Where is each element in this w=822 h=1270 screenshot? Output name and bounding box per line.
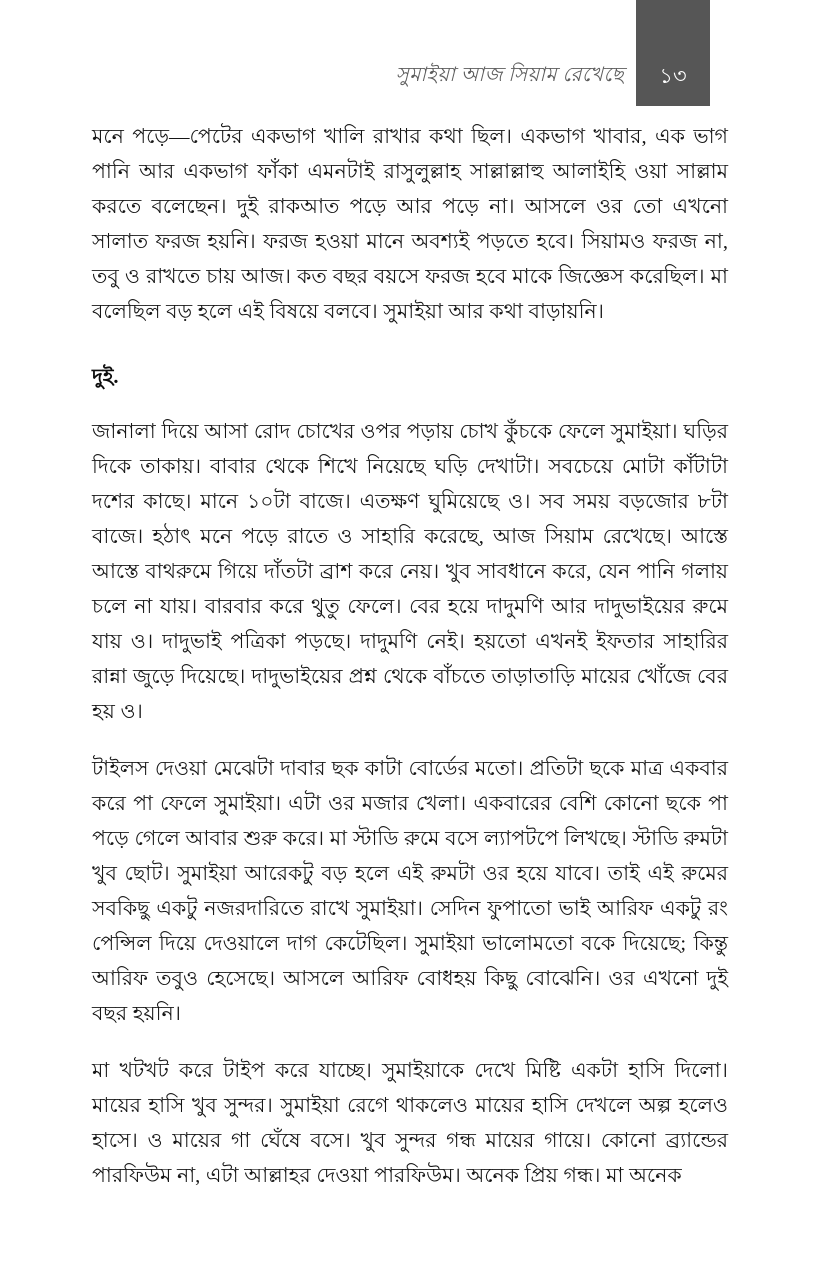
paragraph-4: মা খটখট করে টাইপ করে যাচ্ছে। সুমাইয়াকে দেখে মিষ্টি একটা হাসি দিলো। মায়ের হাসি খুব সুন্দর। সুমাইয়া রেগে থাকলেও মায়ের হাসি দেখলে অল্প হলেও হাসে। ও মায়ের গা ঘেঁষে বসে। খুব সুন্দর গন্ধ মায়ের গায়ে। কোনো ব্র্যান্ডের পারফিউম না, এটা আল্লাহর দেওয়া পারফিউম। অনেক প্রিয় গন্ধ। মা অনেক [92,1060,728,1187]
running-header-title: সুমাইয়া আজ সিয়াম রেখেছে [395,64,624,86]
body-text-column [92,120,728,1194]
paragraph-3: টাইলস দেওয়া মেঝেটা দাবার ছক কাটা বোর্ডের মতো। প্রতিটা ছকে মাত্র একবার করে পা ফেলে সুমাইয়া। এটা ওর মজার খেলা। একবারের বেশি কোনো ছকে পা পড়ে গেলে আবার শুরু করে। মা স্টাডি রুমে বসে ল্যাপটপে লিখছে। স্টাডি রুমটা খুব ছোট। সুমাইয়া আরেকটু বড় হলে এই রুমটা ওর হয়ে যাবে। তাই এই রুমের সবকিছু একটু নজরদারিতে রাখে সুমাইয়া। সেদিন ফুপাতো ভাই আরিফ একটু রং পেন্সিল দিয়ে দেওয়ালে দাগ কেটেছিল। সুমাইয়া ভালোমতো বকে দিয়েছে; কিন্তু আরিফ তবুও হেসেছে। আসলে আরিফ বোধহয় কিছু বোঝেনি। ওর এখনো দুই বছর হয়নি। [92,758,728,1025]
section-heading: দুই. [92,366,119,388]
page-number: ১৩ [659,64,687,88]
running-header [0,0,822,106]
paragraph-1: মনে পড়ে—পেটের একভাগ খালি রাখার কথা ছিল। একভাগ খাবার, এক ভাগ পানি আর একভাগ ফাঁকা এমনটাই রাসুলুল্লাহ সাল্লাল্লাহু আলাইহি ওয়া সাল্লাম করতে বলেছেন। দুই রাকআত পড়ে আর পড়ে না। আসলে ওর তো এখনো সালাত ফরজ হয়নি। ফরজ হওয়া মানে অবশ্যই পড়তে হবে। সিয়ামও ফরজ না, তবু ও রাখতে চায় আজ। কত বছর বয়সে ফরজ হবে মাকে জিজ্ঞেস করেছিল। মা বলেছিল বড় হলে এই বিষয়ে বলবে। সুমাইয়া আর কথা বাড়ায়নি। [92,126,728,323]
paragraph-2: জানালা দিয়ে আসা রোদ চোখের ওপর পড়ায় চোখ কুঁচকে ফেলে সুমাইয়া। ঘড়ির দিকে তাকায়। বাবার থেকে শিখে নিয়েছে ঘড়ি দেখাটা। সবচেয়ে মোটা কাঁটাটা দশের কাছে। মানে ১০টা বাজে। এতক্ষণ ঘুমিয়েছে ও। সব সময় বড়জোর ৮টা বাজে। হঠাৎ মনে পড়ে রাতে ও সাহারি করেছে, আজ সিয়াম রেখেছে। আস্তে আস্তে বাথরুমে গিয়ে দাঁতটা ব্রাশ করে নেয়। খুব সাবধানে করে, যেন পানি গলায় চলে না যায়। বারবার করে থুতু ফেলে। বের হয়ে দাদুমণি আর দাদুভাইয়ের রুমে যায় ও। দাদুভাই পত্রিকা পড়ছে। দাদুমণি নেই। হয়তো এখনই ইফতার সাহারির রান্না জুড়ে দিয়েছে। দাদুভাইয়ের প্রশ্ন থেকে বাঁচতে তাড়াতাড়ি মায়ের খোঁজে বের হয় ও। [92,421,728,723]
page-number-box [636,0,710,106]
